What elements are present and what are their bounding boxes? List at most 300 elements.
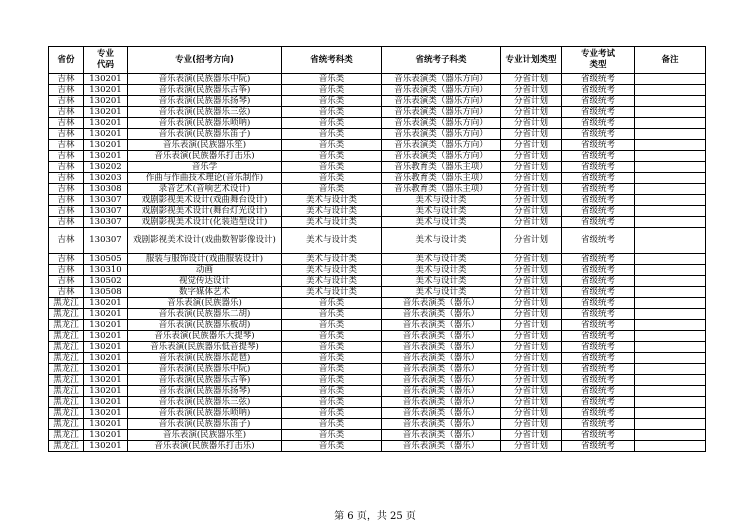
cell-code: 130307	[84, 217, 128, 228]
table-row	[49, 140, 706, 151]
cell-remarks	[635, 408, 706, 419]
cell-code: 130201	[84, 441, 128, 452]
cell-exam-type: 省级统考	[562, 217, 635, 228]
table-row	[49, 151, 706, 162]
cell-exam-subcategory: 音乐表演类（器乐）	[382, 364, 501, 375]
table-row	[49, 309, 706, 320]
cell-exam-category: 音乐类	[282, 320, 382, 331]
table-row	[49, 96, 706, 107]
cell-remarks	[635, 129, 706, 140]
header-remarks: 备注	[635, 47, 706, 74]
cell-code: 130201	[84, 74, 128, 85]
cell-remarks	[635, 217, 706, 228]
cell-major: 作曲与作曲技术理论(音乐制作)	[128, 173, 282, 184]
cell-plan-type: 分省计划	[501, 364, 562, 375]
cell-major: 音乐表演(民族器乐古筝)	[128, 85, 282, 96]
cell-exam-category: 音乐类	[282, 342, 382, 353]
cell-remarks	[635, 195, 706, 206]
cell-plan-type: 分省计划	[501, 265, 562, 276]
cell-province: 吉林	[49, 140, 84, 151]
cell-remarks	[635, 162, 706, 173]
cell-remarks	[635, 375, 706, 386]
cell-exam-type: 省级统考	[562, 375, 635, 386]
header-code: 专业 代码	[84, 47, 128, 74]
cell-remarks	[635, 140, 706, 151]
cell-province: 黑龙江	[49, 364, 84, 375]
cell-remarks	[635, 441, 706, 452]
cell-code: 130201	[84, 364, 128, 375]
cell-plan-type: 分省计划	[501, 430, 562, 441]
cell-exam-subcategory: 音乐表演类（器乐方向）	[382, 140, 501, 151]
cell-plan-type: 分省计划	[501, 195, 562, 206]
cell-exam-subcategory: 音乐表演类（器乐）	[382, 353, 501, 364]
cell-exam-category: 音乐类	[282, 173, 382, 184]
cell-exam-category: 美术与设计类	[282, 287, 382, 298]
cell-exam-category: 音乐类	[282, 74, 382, 85]
cell-plan-type: 分省计划	[501, 129, 562, 140]
cell-code: 130201	[84, 430, 128, 441]
table-row	[49, 118, 706, 129]
cell-province: 吉林	[49, 151, 84, 162]
cell-plan-type: 分省计划	[501, 320, 562, 331]
cell-exam-type: 省级统考	[562, 386, 635, 397]
cell-plan-type: 分省计划	[501, 173, 562, 184]
cell-plan-type: 分省计划	[501, 228, 562, 254]
cell-exam-subcategory: 美术与设计类	[382, 217, 501, 228]
cell-exam-category: 音乐类	[282, 129, 382, 140]
cell-remarks	[635, 276, 706, 287]
table-row	[49, 331, 706, 342]
cell-major: 音乐表演(民族器乐唢呐)	[128, 118, 282, 129]
cell-code: 130201	[84, 386, 128, 397]
cell-plan-type: 分省计划	[501, 397, 562, 408]
cell-province: 吉林	[49, 184, 84, 195]
cell-exam-type: 省级统考	[562, 206, 635, 217]
cell-remarks	[635, 254, 706, 265]
cell-province: 吉林	[49, 107, 84, 118]
table-row	[49, 85, 706, 96]
cell-major: 音乐表演(民族器乐笛子)	[128, 419, 282, 430]
cell-exam-category: 美术与设计类	[282, 206, 382, 217]
cell-code: 130201	[84, 107, 128, 118]
table-row	[49, 195, 706, 206]
cell-province: 吉林	[49, 228, 84, 254]
cell-exam-category: 音乐类	[282, 298, 382, 309]
table-row	[49, 217, 706, 228]
cell-exam-subcategory: 美术与设计类	[382, 287, 501, 298]
cell-exam-type: 省级统考	[562, 173, 635, 184]
cell-remarks	[635, 96, 706, 107]
cell-exam-category: 音乐类	[282, 96, 382, 107]
cell-remarks	[635, 107, 706, 118]
cell-province: 吉林	[49, 217, 84, 228]
cell-exam-type: 省级统考	[562, 107, 635, 118]
cell-code: 130201	[84, 118, 128, 129]
cell-exam-type: 省级统考	[562, 353, 635, 364]
cell-major: 音乐表演(民族器乐琵琶)	[128, 353, 282, 364]
cell-plan-type: 分省计划	[501, 151, 562, 162]
cell-exam-type: 省级统考	[562, 140, 635, 151]
cell-exam-subcategory: 美术与设计类	[382, 206, 501, 217]
cell-province: 吉林	[49, 85, 84, 96]
cell-remarks	[635, 184, 706, 195]
header-major: 专业(招考方向)	[128, 47, 282, 74]
cell-exam-subcategory: 音乐表演类（器乐）	[382, 397, 501, 408]
cell-exam-type: 省级统考	[562, 265, 635, 276]
cell-province: 吉林	[49, 195, 84, 206]
table-row	[49, 430, 706, 441]
cell-code: 130310	[84, 265, 128, 276]
header-exam-subcategory: 省统考子科类	[382, 47, 501, 74]
cell-exam-type: 省级统考	[562, 276, 635, 287]
cell-province: 吉林	[49, 118, 84, 129]
cell-plan-type: 分省计划	[501, 96, 562, 107]
cell-exam-category: 音乐类	[282, 375, 382, 386]
cell-exam-subcategory: 音乐表演类（器乐）	[382, 298, 501, 309]
cell-plan-type: 分省计划	[501, 254, 562, 265]
table-body	[49, 74, 706, 452]
cell-major: 音乐表演(民族器乐二胡)	[128, 309, 282, 320]
cell-exam-subcategory: 音乐表演类（器乐）	[382, 309, 501, 320]
cell-exam-subcategory: 音乐教育类（器乐主项）	[382, 184, 501, 195]
cell-exam-subcategory: 音乐表演类（器乐方向）	[382, 151, 501, 162]
cell-remarks	[635, 342, 706, 353]
cell-exam-type: 省级统考	[562, 74, 635, 85]
cell-exam-type: 省级统考	[562, 162, 635, 173]
cell-province: 黑龙江	[49, 320, 84, 331]
cell-remarks	[635, 206, 706, 217]
table-row	[49, 129, 706, 140]
table-row	[49, 184, 706, 195]
cell-exam-type: 省级统考	[562, 151, 635, 162]
cell-province: 黑龙江	[49, 397, 84, 408]
cell-plan-type: 分省计划	[501, 276, 562, 287]
cell-province: 吉林	[49, 206, 84, 217]
cell-exam-subcategory: 音乐表演类（器乐）	[382, 386, 501, 397]
cell-code: 130201	[84, 298, 128, 309]
cell-exam-type: 省级统考	[562, 408, 635, 419]
table-row	[49, 162, 706, 173]
table-row	[49, 397, 706, 408]
cell-exam-category: 音乐类	[282, 118, 382, 129]
cell-exam-category: 音乐类	[282, 353, 382, 364]
cell-plan-type: 分省计划	[501, 331, 562, 342]
cell-plan-type: 分省计划	[501, 298, 562, 309]
table-row	[49, 206, 706, 217]
cell-code: 130201	[84, 129, 128, 140]
cell-major: 音乐表演(民族器乐打击乐)	[128, 441, 282, 452]
cell-major: 音乐表演(民族器乐唢呐)	[128, 408, 282, 419]
cell-major: 戏剧影视美术设计(舞台灯光设计)	[128, 206, 282, 217]
cell-code: 130201	[84, 320, 128, 331]
cell-remarks	[635, 353, 706, 364]
cell-province: 吉林	[49, 265, 84, 276]
cell-code: 130201	[84, 397, 128, 408]
cell-exam-type: 省级统考	[562, 195, 635, 206]
cell-exam-subcategory: 音乐表演类（器乐方向）	[382, 85, 501, 96]
cell-exam-subcategory: 音乐表演类（器乐方向）	[382, 129, 501, 140]
table-row	[49, 298, 706, 309]
cell-remarks	[635, 173, 706, 184]
cell-exam-type: 省级统考	[562, 254, 635, 265]
cell-code: 130307	[84, 228, 128, 254]
cell-province: 黑龙江	[49, 408, 84, 419]
cell-exam-category: 音乐类	[282, 309, 382, 320]
page-number: 第 6 页，共 25 页	[334, 511, 416, 522]
cell-exam-type: 省级统考	[562, 320, 635, 331]
cell-major: 音乐表演(民族器乐古筝)	[128, 375, 282, 386]
cell-exam-category: 音乐类	[282, 151, 382, 162]
cell-exam-type: 省级统考	[562, 184, 635, 195]
cell-code: 130307	[84, 195, 128, 206]
cell-province: 黑龙江	[49, 441, 84, 452]
cell-exam-category: 音乐类	[282, 331, 382, 342]
table-row	[49, 276, 706, 287]
cell-exam-subcategory: 音乐教育类（器乐主项）	[382, 162, 501, 173]
cell-exam-category: 音乐类	[282, 441, 382, 452]
cell-remarks	[635, 309, 706, 320]
cell-remarks	[635, 419, 706, 430]
cell-exam-category: 美术与设计类	[282, 217, 382, 228]
cell-remarks	[635, 397, 706, 408]
cell-exam-subcategory: 音乐表演类（器乐）	[382, 430, 501, 441]
cell-exam-category: 音乐类	[282, 386, 382, 397]
cell-province: 吉林	[49, 74, 84, 85]
cell-major: 音乐表演(民族器乐扬琴)	[128, 386, 282, 397]
cell-province: 吉林	[49, 173, 84, 184]
cell-remarks	[635, 265, 706, 276]
cell-province: 吉林	[49, 129, 84, 140]
cell-exam-subcategory: 美术与设计类	[382, 265, 501, 276]
cell-code: 130201	[84, 408, 128, 419]
cell-exam-category: 美术与设计类	[282, 276, 382, 287]
cell-major: 戏剧影视美术设计(戏曲数智影像设计)	[128, 228, 282, 254]
header-plan-type: 专业计划类型	[501, 47, 562, 74]
cell-major: 音乐表演(民族器乐低音提琴)	[128, 342, 282, 353]
cell-exam-subcategory: 音乐表演类（器乐方向）	[382, 74, 501, 85]
cell-plan-type: 分省计划	[501, 74, 562, 85]
cell-remarks	[635, 364, 706, 375]
cell-plan-type: 分省计划	[501, 217, 562, 228]
cell-exam-subcategory: 音乐表演类（器乐）	[382, 408, 501, 419]
cell-major: 音乐学	[128, 162, 282, 173]
cell-code: 130201	[84, 331, 128, 342]
cell-exam-type: 省级统考	[562, 298, 635, 309]
cell-code: 130201	[84, 140, 128, 151]
cell-plan-type: 分省计划	[501, 140, 562, 151]
table-row	[49, 228, 706, 254]
cell-code: 130502	[84, 276, 128, 287]
header-exam-type: 专业考试 类型	[562, 47, 635, 74]
header-province: 省份	[49, 47, 84, 74]
cell-plan-type: 分省计划	[501, 287, 562, 298]
cell-exam-subcategory: 音乐表演类（器乐）	[382, 375, 501, 386]
cell-remarks	[635, 386, 706, 397]
cell-major: 服装与服饰设计(戏曲服装设计)	[128, 254, 282, 265]
cell-major: 音乐表演(民族器乐笙)	[128, 430, 282, 441]
cell-exam-subcategory: 音乐教育类（器乐主项）	[382, 173, 501, 184]
cell-plan-type: 分省计划	[501, 386, 562, 397]
cell-exam-category: 音乐类	[282, 162, 382, 173]
table-row	[49, 74, 706, 85]
cell-province: 吉林	[49, 96, 84, 107]
cell-code: 130201	[84, 96, 128, 107]
admissions-table	[48, 46, 706, 452]
cell-exam-subcategory: 音乐表演类（器乐）	[382, 441, 501, 452]
cell-remarks	[635, 151, 706, 162]
cell-plan-type: 分省计划	[501, 408, 562, 419]
cell-code: 130508	[84, 287, 128, 298]
cell-major: 音乐表演(民族器乐扬琴)	[128, 96, 282, 107]
cell-code: 130201	[84, 342, 128, 353]
cell-major: 音乐表演(民族器乐)	[128, 298, 282, 309]
cell-major: 戏剧影视美术设计(戏曲舞台设计)	[128, 195, 282, 206]
cell-exam-type: 省级统考	[562, 309, 635, 320]
table-row	[49, 107, 706, 118]
cell-exam-subcategory: 音乐表演类（器乐方向）	[382, 96, 501, 107]
cell-exam-subcategory: 美术与设计类	[382, 276, 501, 287]
cell-remarks	[635, 287, 706, 298]
cell-exam-subcategory: 音乐表演类（器乐方向）	[382, 118, 501, 129]
cell-province: 黑龙江	[49, 430, 84, 441]
table-row	[49, 375, 706, 386]
table-row	[49, 441, 706, 452]
cell-code: 130505	[84, 254, 128, 265]
cell-province: 黑龙江	[49, 353, 84, 364]
header-exam-category: 省统考科类	[282, 47, 382, 74]
table-row	[49, 265, 706, 276]
table-row	[49, 364, 706, 375]
cell-major: 动画	[128, 265, 282, 276]
cell-exam-subcategory: 音乐表演类（器乐）	[382, 331, 501, 342]
cell-exam-type: 省级统考	[562, 397, 635, 408]
cell-exam-category: 美术与设计类	[282, 195, 382, 206]
cell-exam-type: 省级统考	[562, 85, 635, 96]
cell-exam-type: 省级统考	[562, 129, 635, 140]
cell-code: 130201	[84, 375, 128, 386]
cell-major: 音乐表演(民族器乐三弦)	[128, 397, 282, 408]
cell-code: 130201	[84, 151, 128, 162]
cell-major: 录音艺术(音响艺术设计)	[128, 184, 282, 195]
cell-remarks	[635, 74, 706, 85]
cell-exam-category: 音乐类	[282, 184, 382, 195]
cell-exam-type: 省级统考	[562, 342, 635, 353]
table-row	[49, 419, 706, 430]
table-row	[49, 408, 706, 419]
cell-exam-subcategory: 美术与设计类	[382, 195, 501, 206]
cell-remarks	[635, 430, 706, 441]
cell-plan-type: 分省计划	[501, 419, 562, 430]
cell-exam-subcategory: 音乐表演类（器乐）	[382, 419, 501, 430]
cell-remarks	[635, 298, 706, 309]
cell-remarks	[635, 331, 706, 342]
cell-code: 130201	[84, 353, 128, 364]
cell-exam-type: 省级统考	[562, 118, 635, 129]
cell-exam-type: 省级统考	[562, 419, 635, 430]
cell-province: 黑龙江	[49, 375, 84, 386]
cell-province: 黑龙江	[49, 419, 84, 430]
cell-province: 黑龙江	[49, 342, 84, 353]
cell-exam-category: 美术与设计类	[282, 228, 382, 254]
cell-exam-category: 音乐类	[282, 408, 382, 419]
cell-exam-subcategory: 音乐表演类（器乐方向）	[382, 107, 501, 118]
table-row	[49, 173, 706, 184]
cell-exam-category: 音乐类	[282, 140, 382, 151]
cell-plan-type: 分省计划	[501, 206, 562, 217]
cell-plan-type: 分省计划	[501, 342, 562, 353]
cell-province: 黑龙江	[49, 331, 84, 342]
cell-exam-category: 音乐类	[282, 397, 382, 408]
table-row	[49, 254, 706, 265]
cell-major: 音乐表演(民族器乐三弦)	[128, 107, 282, 118]
cell-code: 130201	[84, 309, 128, 320]
cell-province: 黑龙江	[49, 309, 84, 320]
table-row	[49, 320, 706, 331]
table-row	[49, 287, 706, 298]
cell-exam-subcategory: 美术与设计类	[382, 228, 501, 254]
cell-major: 音乐表演(民族器乐笛子)	[128, 129, 282, 140]
cell-exam-type: 省级统考	[562, 430, 635, 441]
cell-major: 音乐表演(民族器乐板胡)	[128, 320, 282, 331]
cell-exam-category: 音乐类	[282, 419, 382, 430]
cell-remarks	[635, 228, 706, 254]
cell-major: 戏剧影视美术设计(化装造型设计)	[128, 217, 282, 228]
cell-exam-category: 音乐类	[282, 430, 382, 441]
cell-remarks	[635, 320, 706, 331]
cell-remarks	[635, 118, 706, 129]
cell-code: 130203	[84, 173, 128, 184]
cell-province: 黑龙江	[49, 386, 84, 397]
cell-exam-subcategory: 美术与设计类	[382, 254, 501, 265]
cell-province: 黑龙江	[49, 298, 84, 309]
cell-exam-category: 美术与设计类	[282, 254, 382, 265]
cell-exam-subcategory: 音乐表演类（器乐）	[382, 320, 501, 331]
cell-exam-type: 省级统考	[562, 441, 635, 452]
cell-exam-subcategory: 音乐表演类（器乐）	[382, 342, 501, 353]
header-row	[49, 47, 706, 74]
cell-plan-type: 分省计划	[501, 184, 562, 195]
cell-province: 吉林	[49, 276, 84, 287]
cell-exam-type: 省级统考	[562, 331, 635, 342]
cell-province: 吉林	[49, 287, 84, 298]
cell-code: 130308	[84, 184, 128, 195]
cell-code: 130307	[84, 206, 128, 217]
cell-plan-type: 分省计划	[501, 118, 562, 129]
cell-exam-type: 省级统考	[562, 287, 635, 298]
cell-major: 数字媒体艺术	[128, 287, 282, 298]
table-row	[49, 386, 706, 397]
cell-major: 音乐表演(民族器乐打击乐)	[128, 151, 282, 162]
cell-remarks	[635, 85, 706, 96]
cell-code: 130202	[84, 162, 128, 173]
cell-province: 吉林	[49, 162, 84, 173]
cell-major: 音乐表演(民族器乐笙)	[128, 140, 282, 151]
cell-province: 吉林	[49, 254, 84, 265]
cell-code: 130201	[84, 85, 128, 96]
cell-plan-type: 分省计划	[501, 107, 562, 118]
cell-major: 视觉传达设计	[128, 276, 282, 287]
cell-exam-category: 音乐类	[282, 364, 382, 375]
cell-exam-category: 美术与设计类	[282, 265, 382, 276]
cell-plan-type: 分省计划	[501, 441, 562, 452]
cell-exam-category: 音乐类	[282, 85, 382, 96]
cell-plan-type: 分省计划	[501, 375, 562, 386]
cell-plan-type: 分省计划	[501, 85, 562, 96]
cell-exam-type: 省级统考	[562, 228, 635, 254]
table-row	[49, 342, 706, 353]
cell-plan-type: 分省计划	[501, 353, 562, 364]
cell-major: 音乐表演(民族器乐中阮)	[128, 74, 282, 85]
